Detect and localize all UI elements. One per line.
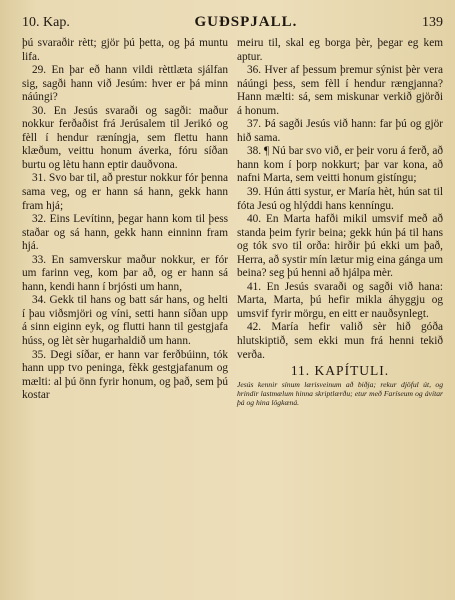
verse-paragraph: 39. Hún átti systur, er María hèt, hún sat til fóta Jesú og hlýddi hans kenníngu. bbox=[237, 186, 443, 212]
chapter-label: 10. Kap. bbox=[22, 15, 70, 30]
next-chapter-heading: 11. KAPÍTULI. bbox=[290, 363, 390, 379]
verse-paragraph: 34. Gekk til hans og batt sár hans, og helti í þau viðsmjöri og víni, setti hann síðan upp á sinn eiginn eyk, og flutti hann til gestgjafa húss, og lèt sèr hugarhaldið um hann. bbox=[22, 294, 228, 348]
right-column bbox=[237, 37, 443, 408]
right-column-verses bbox=[237, 37, 443, 362]
verse-paragraph: 36. Hver af þessum þremur sýnist þèr vera náúngi þess, sem fèll í hendur rængjanna? Hann mælti: sá, sem miskunar verkið gjörði á honum. bbox=[237, 64, 443, 117]
page-number: 139 bbox=[421, 15, 443, 30]
verse-paragraph: 29. En þar eð hann vildi rèttlæta sjálfan sig, sagði hann við Jesúm: hver er þá minn náúngi? bbox=[22, 64, 228, 104]
text-columns bbox=[22, 37, 443, 408]
verse-paragraph: 41. En Jesús svaraði og sagði við hana: Marta, Marta, þú hefir mikla áhyggju og umsvif fyrir mörgu, en eitt er nauðsynlegt. bbox=[237, 280, 443, 320]
verse-paragraph: 33. En samverskur maður nokkur, er fór um farinn veg, kom þar að, og er hann sá hann, kendi hann í brjósti um hann, bbox=[22, 253, 228, 293]
verse-paragraph: 40. En Marta hafði mikil umsvif með að standa þeim fyrir beina; gekk hún þá til hans og tók svo til orða: hirðir þú ekki um það, Herra, að systir mín lætur mig eina gánga um beina? seg þú henni að hjálpa mèr. bbox=[237, 213, 443, 280]
book-title: GUÐSPJALL. bbox=[194, 14, 298, 30]
left-column bbox=[22, 37, 228, 408]
verse-paragraph: meiru til, skal eg borga þèr, þegar eg kem aptur. bbox=[237, 37, 443, 63]
verse-paragraph: 38. ¶ Nú bar svo við, er þeir voru á ferð, að hann kom í þorp nokkurt; þar var kona, að nafni Marta, sem veitti honum gistíngu; bbox=[237, 145, 443, 185]
verse-paragraph: 32. Eins Levítinn, þegar hann kom til þess staðar og sá hann, gekk hann einninn fram hjá. bbox=[22, 213, 228, 253]
verse-paragraph: 31. Svo bar til, að prestur nokkur fór þenna sama veg, og er hann sá hann, gekk hann fram hjá; bbox=[22, 172, 228, 212]
chapter-summary: Jesús kennir sínum lærisveinum að biðja; rekur djöful út, og hrindir lastmælum hinna skriptlærðu; etur með Faríseum og ávítar þá og hina lögkæná. bbox=[237, 379, 443, 408]
verse-paragraph: 42. María hefir valið sèr hið góða hlutskiptið, sem ekki mun frá henni tekið verða. bbox=[237, 321, 443, 361]
verse-paragraph: 37. Þá sagði Jesús við hann: far þú og gjör hið sama. bbox=[237, 118, 443, 144]
verse-paragraph: þú svaraðir rètt; gjör þú þetta, og þá muntu lifa. bbox=[22, 37, 228, 63]
verse-paragraph: 30. En Jesús svaraði og sagði: maður nokkur ferðaðist frá Jerúsalem til Jerikó og fèll í hendur ræníngja, sem flettu hann klæðum, veittu honum áverka, fóru síðan burtu og lètu hann eptir dauðvona. bbox=[22, 104, 228, 171]
running-header bbox=[22, 14, 443, 34]
verse-paragraph: 35. Degi síðar, er hann var ferðbúinn, tók hann upp tvo peninga, fèkk gestgjafanum og mælti: al þú önn fyrir honum, og það, sem þú kostar bbox=[22, 348, 228, 402]
